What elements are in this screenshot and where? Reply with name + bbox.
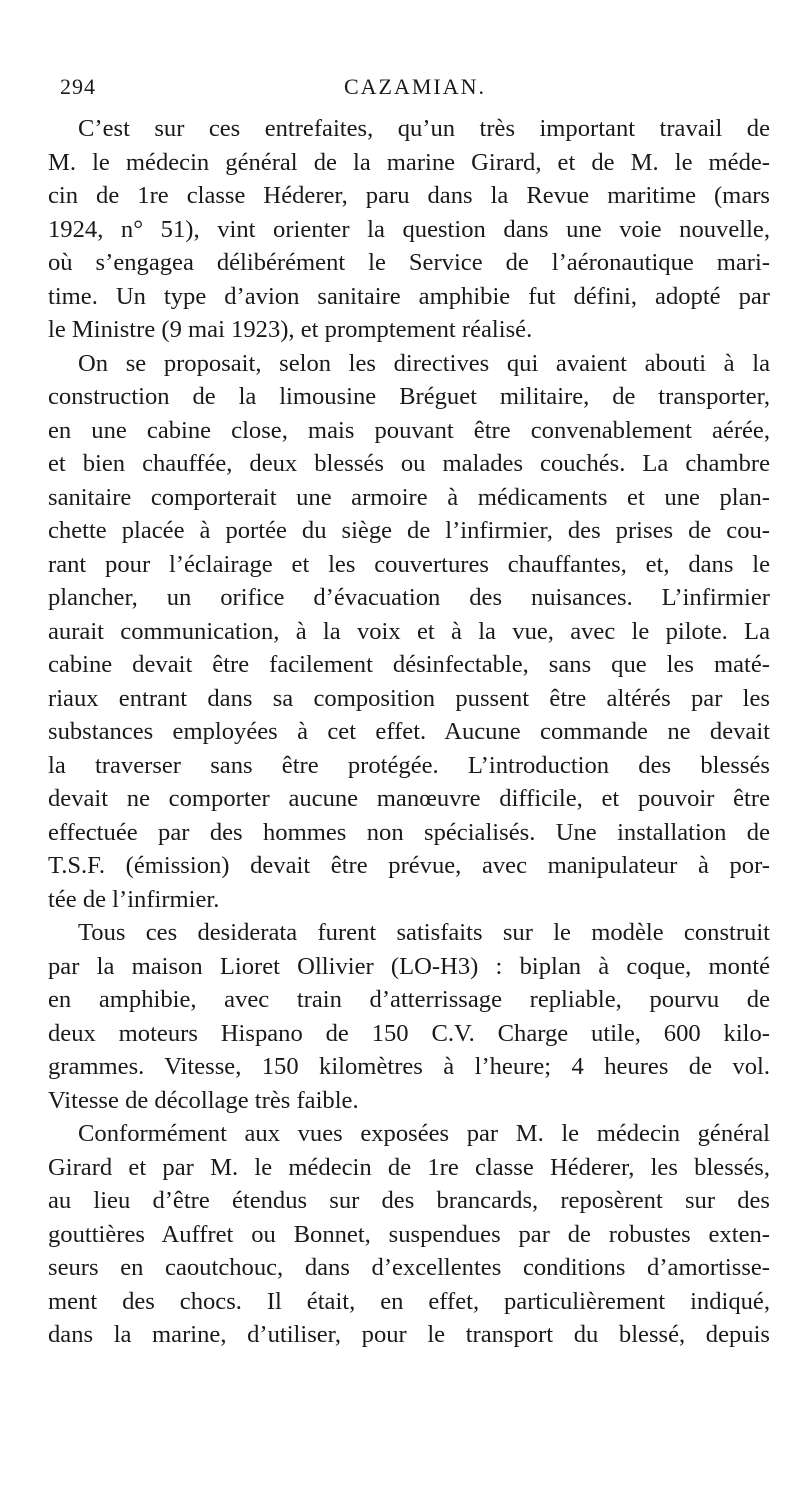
text-line: 1924, n° 51), vint orienter la question dans une voie nouvelle, <box>48 215 770 243</box>
text-line: Conformément aux vues exposées par M. le médecin général <box>78 1120 770 1147</box>
text-line: Girard et par M. le médecin de 1re classe Héderer, les blessés, <box>48 1153 770 1181</box>
text-line: construction de la limousine Bréguet militaire, de transporter, <box>48 383 770 410</box>
running-title: CAZAMIAN. <box>343 74 487 99</box>
text-line: en amphibie, avec train d’atterrissage repliable, pourvu de <box>48 986 770 1013</box>
text-line: devait ne comporter aucune manœuvre difficile, et pouvoir être <box>48 785 770 812</box>
page-number: 294 <box>60 74 96 99</box>
text-line: Vitesse de décollage très faible. <box>48 1086 359 1114</box>
text-line: sanitaire comporterait une armoire à médicaments et une plan- <box>48 483 770 511</box>
text-line: effectuée par des hommes non spécialisés. Une installation de <box>48 818 770 846</box>
text-line: la traverser sans être protégée. L’introduction des blessés <box>48 751 770 779</box>
text-line: cabine devait être facilement désinfectable, sans que les maté- <box>48 651 770 678</box>
text-line: en une cabine close, mais pouvant être convenablement aérée, <box>48 416 770 444</box>
text-line: grammes. Vitesse, 150 kilomètres à l’heure; 4 heures de vol. <box>48 1053 770 1080</box>
text-line: aurait communication, à la voix et à la vue, avec le pilote. La <box>48 617 770 645</box>
text-line: où s’engagea délibérément le Service de l’aéronautique mari- <box>48 249 770 276</box>
text-line: par la maison Lioret Ollivier (LO-H3) : biplan à coque, monté <box>48 952 770 980</box>
text-line: Tous ces desiderata furent satisfaits sur le modèle construit <box>78 919 770 946</box>
text-line: C’est sur ces entrefaites, qu’un très important travail de <box>78 115 770 142</box>
text-line: rant pour l’éclairage et les couvertures chauffantes, et, dans le <box>48 550 770 578</box>
text-line: time. Un type d’avion sanitaire amphibie fut défini, adopté par <box>48 282 770 310</box>
text-line: le Ministre (9 mai 1923), et promptement réalisé. <box>48 316 533 343</box>
text-line: et bien chauffée, deux blessés ou malades couchés. La chambre <box>48 450 770 477</box>
text-line: ment des chocs. Il était, en effet, particulièrement indiqué, <box>48 1287 770 1315</box>
text-line: deux moteurs Hispano de 150 C.V. Charge utile, 600 kilo- <box>48 1019 770 1047</box>
text-line: plancher, un orifice d’évacuation des nuisances. L’infirmier <box>48 584 770 611</box>
body-text <box>48 112 770 1352</box>
text-line: dans la marine, d’utiliser, pour le transport du blessé, depuis <box>48 1321 770 1348</box>
text-line: au lieu d’être étendus sur des brancards, reposèrent sur des <box>48 1187 770 1214</box>
text-line: riaux entrant dans sa composition pussent être altérés par les <box>48 684 770 712</box>
running-head <box>60 74 770 104</box>
text-line: gouttières Auffret ou Bonnet, suspendues par de robustes exten- <box>48 1220 770 1248</box>
text-line: tée de l’infirmier. <box>48 885 220 913</box>
text-line: substances employées à cet effet. Aucune commande ne devait <box>48 718 770 745</box>
text-line: seurs en caoutchouc, dans d’excellentes conditions d’amortisse- <box>48 1254 770 1281</box>
text-line: On se proposait, selon les directives qui avaient abouti à la <box>78 349 770 377</box>
text-line: chette placée à portée du siège de l’infirmier, des prises de cou- <box>48 517 770 544</box>
text-line: cin de 1re classe Héderer, paru dans la Revue maritime (mars <box>48 182 770 209</box>
text-line: T.S.F. (émission) devait être prévue, avec manipulateur à por- <box>48 852 770 879</box>
text-line: M. le médecin général de la marine Girard, et de M. le méde- <box>48 148 770 176</box>
